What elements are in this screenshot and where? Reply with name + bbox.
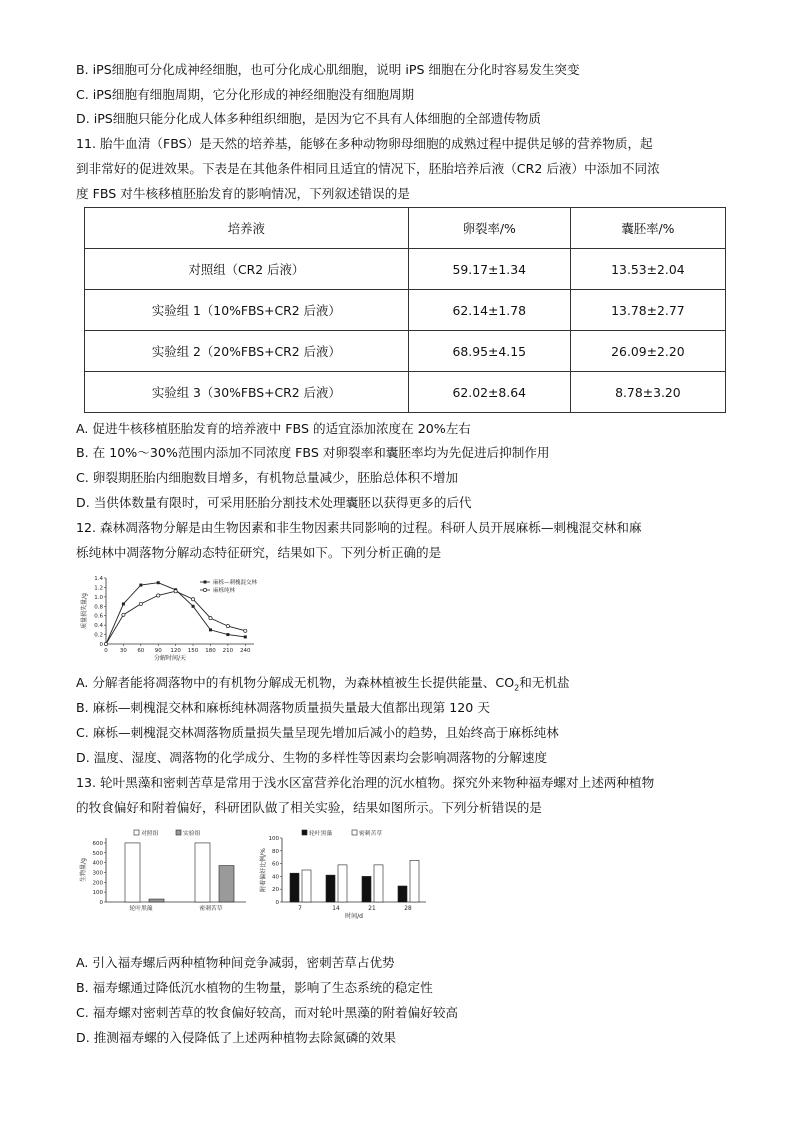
data-point: [226, 633, 229, 636]
table-header-cell: 培养液: [85, 208, 409, 249]
y-tick-label: 1.4: [94, 576, 103, 582]
table-cell: 对照组（CR2 后液）: [85, 249, 409, 290]
legend-marker: [204, 581, 207, 584]
q10-option-d: D. iPS细胞只能分化成人体多种组织细胞，是因为它不具有人体细胞的全部遗传物质: [76, 111, 541, 126]
legend-label: 轮叶黑藻: [309, 831, 333, 837]
x-tick-label: 240: [240, 648, 251, 654]
table-cell: 8.78±3.20: [570, 372, 725, 413]
data-point: [122, 613, 125, 616]
bar: [410, 860, 419, 902]
q13-option-b: B. 福寿螺通过降低沉水植物的生物量，影响了生态系统的稳定性: [76, 980, 433, 995]
table-cell: 实验组 1（10%FBS+CR2 后液）: [85, 290, 409, 331]
bar: [125, 843, 140, 902]
y-tick-label: 0.8: [94, 604, 103, 611]
table-cell: 68.95±4.15: [408, 331, 570, 372]
x-tick-label: 21: [368, 906, 376, 912]
y-tick-label: 40: [272, 874, 279, 881]
attachment-preference-bar-chart: [258, 826, 430, 920]
bar: [398, 886, 407, 902]
table-cell: 62.02±8.64: [408, 372, 570, 413]
q12-option-a-text-end: 和无机盐: [519, 675, 570, 690]
data-point: [244, 629, 247, 632]
q13-option-a: A. 引入福寿螺后两种植物种间竞争减弱，密刺苦草占优势: [76, 955, 395, 970]
subscript: 2: [514, 683, 520, 693]
x-tick-label: 14: [332, 906, 340, 912]
q10-option-c: C. iPS细胞有细胞周期，它分化形成的神经细胞没有细胞周期: [76, 87, 415, 102]
q12-option-d: D. 温度、湿度、凋落物的化学成分、生物的多样性等因素均会影响凋落物的分解速度: [76, 750, 548, 765]
bar: [290, 873, 299, 902]
q12-option-b: B. 麻栎—刺槐混交林和麻栎纯林凋落物质量损失量最大值都出现第 120 天: [76, 700, 490, 715]
q11-option-c: C. 卵裂期胚胎内细胞数目增多，有机物总量减少，胚胎总体积不增加: [76, 470, 459, 485]
legend-label: 实验组: [183, 831, 201, 837]
legend-label: 密刺苦草: [359, 831, 383, 837]
table-row: [85, 331, 726, 372]
table-cell: 26.09±2.20: [570, 331, 725, 372]
legend-label: 麻栎纯林: [213, 588, 236, 594]
table-row: [85, 249, 726, 290]
legend-label: 对照组: [141, 831, 159, 837]
x-tick-label: 60: [137, 648, 145, 654]
q12-option-a: [76, 675, 570, 697]
bar: [326, 875, 335, 902]
fbs-data-table: [84, 207, 726, 413]
table-row: [85, 290, 726, 331]
table-header-cell: 囊胚率/%: [570, 208, 725, 249]
legend-swatch: [302, 830, 307, 835]
y-tick-label: 0: [99, 900, 103, 906]
y-tick-label: 0.4: [94, 623, 103, 630]
table-cell: 13.53±2.04: [570, 249, 725, 290]
biomass-bar-chart: [78, 826, 250, 916]
table-cell: 13.78±2.77: [570, 290, 725, 331]
x-axis-title: 分解时间/天: [153, 655, 187, 662]
table-row: [85, 372, 726, 413]
legend-swatch: [176, 830, 181, 835]
data-point: [191, 598, 194, 601]
data-point: [157, 594, 160, 597]
y-tick-label: 0.2: [94, 632, 103, 639]
data-point: [209, 616, 212, 619]
legend-swatch: [134, 830, 139, 835]
bar: [149, 899, 164, 902]
q12-option-c: C. 麻栎—刺槐混交林凋落物质量损失量呈现先增加后减小的趋势，且始终高于麻栎纯林: [76, 725, 559, 740]
data-point: [139, 584, 142, 587]
data-point: [174, 590, 177, 593]
legend-swatch: [352, 830, 357, 835]
bar: [374, 865, 383, 902]
q12-stem-line-1: 12. 森林凋落物分解是由生物因素和非生物因素共同影响的过程。科研人员开展麻栎—刺槐混交林和麻: [76, 520, 642, 535]
x-tick-label: 90: [154, 648, 162, 654]
data-point: [192, 605, 195, 608]
q13-stem-line-2: 的牧食偏好和附着偏好，科研团队做了相关实验，结果如图所示。下列分析错误的是: [76, 800, 542, 815]
y-tick-label: 60: [272, 861, 279, 868]
q11-option-a: A. 促进牛核移植胚胎发育的培养液中 FBS 的适宜添加浓度在 20%左右: [76, 421, 471, 436]
q13-option-d: D. 推测福寿螺的入侵降低了上述两种植物去除氮磷的效果: [76, 1030, 396, 1045]
data-point: [244, 635, 247, 638]
bar: [338, 865, 347, 902]
x-axis-title: 时间/d: [345, 913, 363, 920]
q11-option-b: B. 在 10%～30%范围内添加不同浓度 FBS 对卵裂率和囊胚率均为先促进后抑制作用: [76, 445, 550, 460]
q11-option-d: D. 当供体数量有限时，可采用胚胎分割技术处理囊胚以获得更多的后代: [76, 495, 472, 510]
q13-stem-line-1: 13. 轮叶黑藻和密刺苦草是常用于浅水区富营养化治理的沉水植物。探究外来物种福寿螺对上述两种植物: [76, 775, 655, 790]
q11-stem-line-2: 到非常好的促进效果。下表是在其他条件相同且适宜的情况下，胚胎培养后液（CR2 后液）中添加不同浓: [76, 161, 660, 176]
y-axis-title: 生物量/g: [80, 858, 87, 882]
bar: [302, 870, 311, 902]
q13-option-c: C. 福寿螺对密刺苦草的牧食偏好较高，而对轮叶黑藻的附着偏好较高: [76, 1005, 459, 1020]
y-tick-label: 0: [99, 642, 103, 648]
q12-option-a-text: A. 分解者能将凋落物中的有机物分解成无机物，为森林植被生长提供能量、CO: [76, 675, 515, 690]
y-tick-label: 100: [92, 890, 103, 897]
y-tick-label: 600: [92, 840, 103, 847]
table-cell: 62.14±1.78: [408, 290, 570, 331]
y-tick-label: 1.2: [94, 585, 103, 592]
x-tick-label: 150: [187, 648, 199, 654]
x-tick-label: 28: [404, 906, 412, 912]
y-tick-label: 100: [268, 836, 279, 842]
legend-label: 麻栎—刺槐混交林: [213, 580, 258, 586]
legend-marker: [203, 588, 206, 591]
data-point: [209, 628, 212, 631]
y-tick-label: 20: [272, 887, 279, 894]
y-tick-label: 0.6: [94, 613, 103, 620]
table-cell: 实验组 2（20%FBS+CR2 后液）: [85, 331, 409, 372]
y-axis-title: 质量损失量/g: [81, 593, 88, 629]
y-axis-title: 附着偏好比例/%: [260, 848, 267, 892]
q12-stem-line-2: 栎纯林中凋落物分解动态特征研究，结果如下。下列分析正确的是: [76, 545, 442, 560]
q11-stem-line-1: 11. 胎牛血清（FBS）是天然的培养基，能够在多种动物卵母细胞的成熟过程中提供足够的营养物质，起: [76, 136, 653, 151]
data-point: [122, 602, 125, 605]
litter-decomposition-line-chart: [78, 572, 270, 666]
data-point: [157, 581, 160, 584]
x-tick-label: 180: [205, 648, 216, 654]
bar: [195, 843, 210, 902]
series-line-2: [106, 591, 245, 644]
y-tick-label: 0: [275, 900, 279, 906]
y-tick-label: 300: [92, 870, 103, 877]
data-point: [139, 602, 142, 605]
x-tick-label: 0: [104, 648, 108, 654]
bar: [219, 866, 234, 902]
x-tick-label: 轮叶黑藻: [129, 906, 153, 912]
data-point: [104, 642, 107, 645]
x-tick-label: 210: [222, 648, 234, 654]
x-tick-label: 30: [119, 648, 127, 654]
y-tick-label: 400: [92, 860, 103, 867]
x-tick-label: 120: [170, 648, 181, 654]
data-point: [226, 624, 229, 627]
x-tick-label: 密刺苦草: [199, 906, 223, 912]
table-header-cell: 卵裂率/%: [408, 208, 570, 249]
q11-stem-line-3: 度 FBS 对牛核移植胚胎发育的影响情况，下列叙述错误的是: [76, 186, 410, 201]
table-cell: 59.17±1.34: [408, 249, 570, 290]
y-tick-label: 500: [92, 850, 103, 857]
bar: [362, 876, 371, 902]
table-cell: 实验组 3（30%FBS+CR2 后液）: [85, 372, 409, 413]
q10-option-b: B. iPS细胞可分化成神经细胞，也可分化成心肌细胞，说明 iPS 细胞在分化时容易发生突变: [76, 62, 580, 77]
table-header-row: [85, 208, 726, 249]
x-tick-label: 7: [298, 906, 302, 912]
y-tick-label: 80: [272, 848, 279, 855]
y-tick-label: 1.0: [94, 594, 103, 601]
y-tick-label: 200: [92, 880, 103, 887]
